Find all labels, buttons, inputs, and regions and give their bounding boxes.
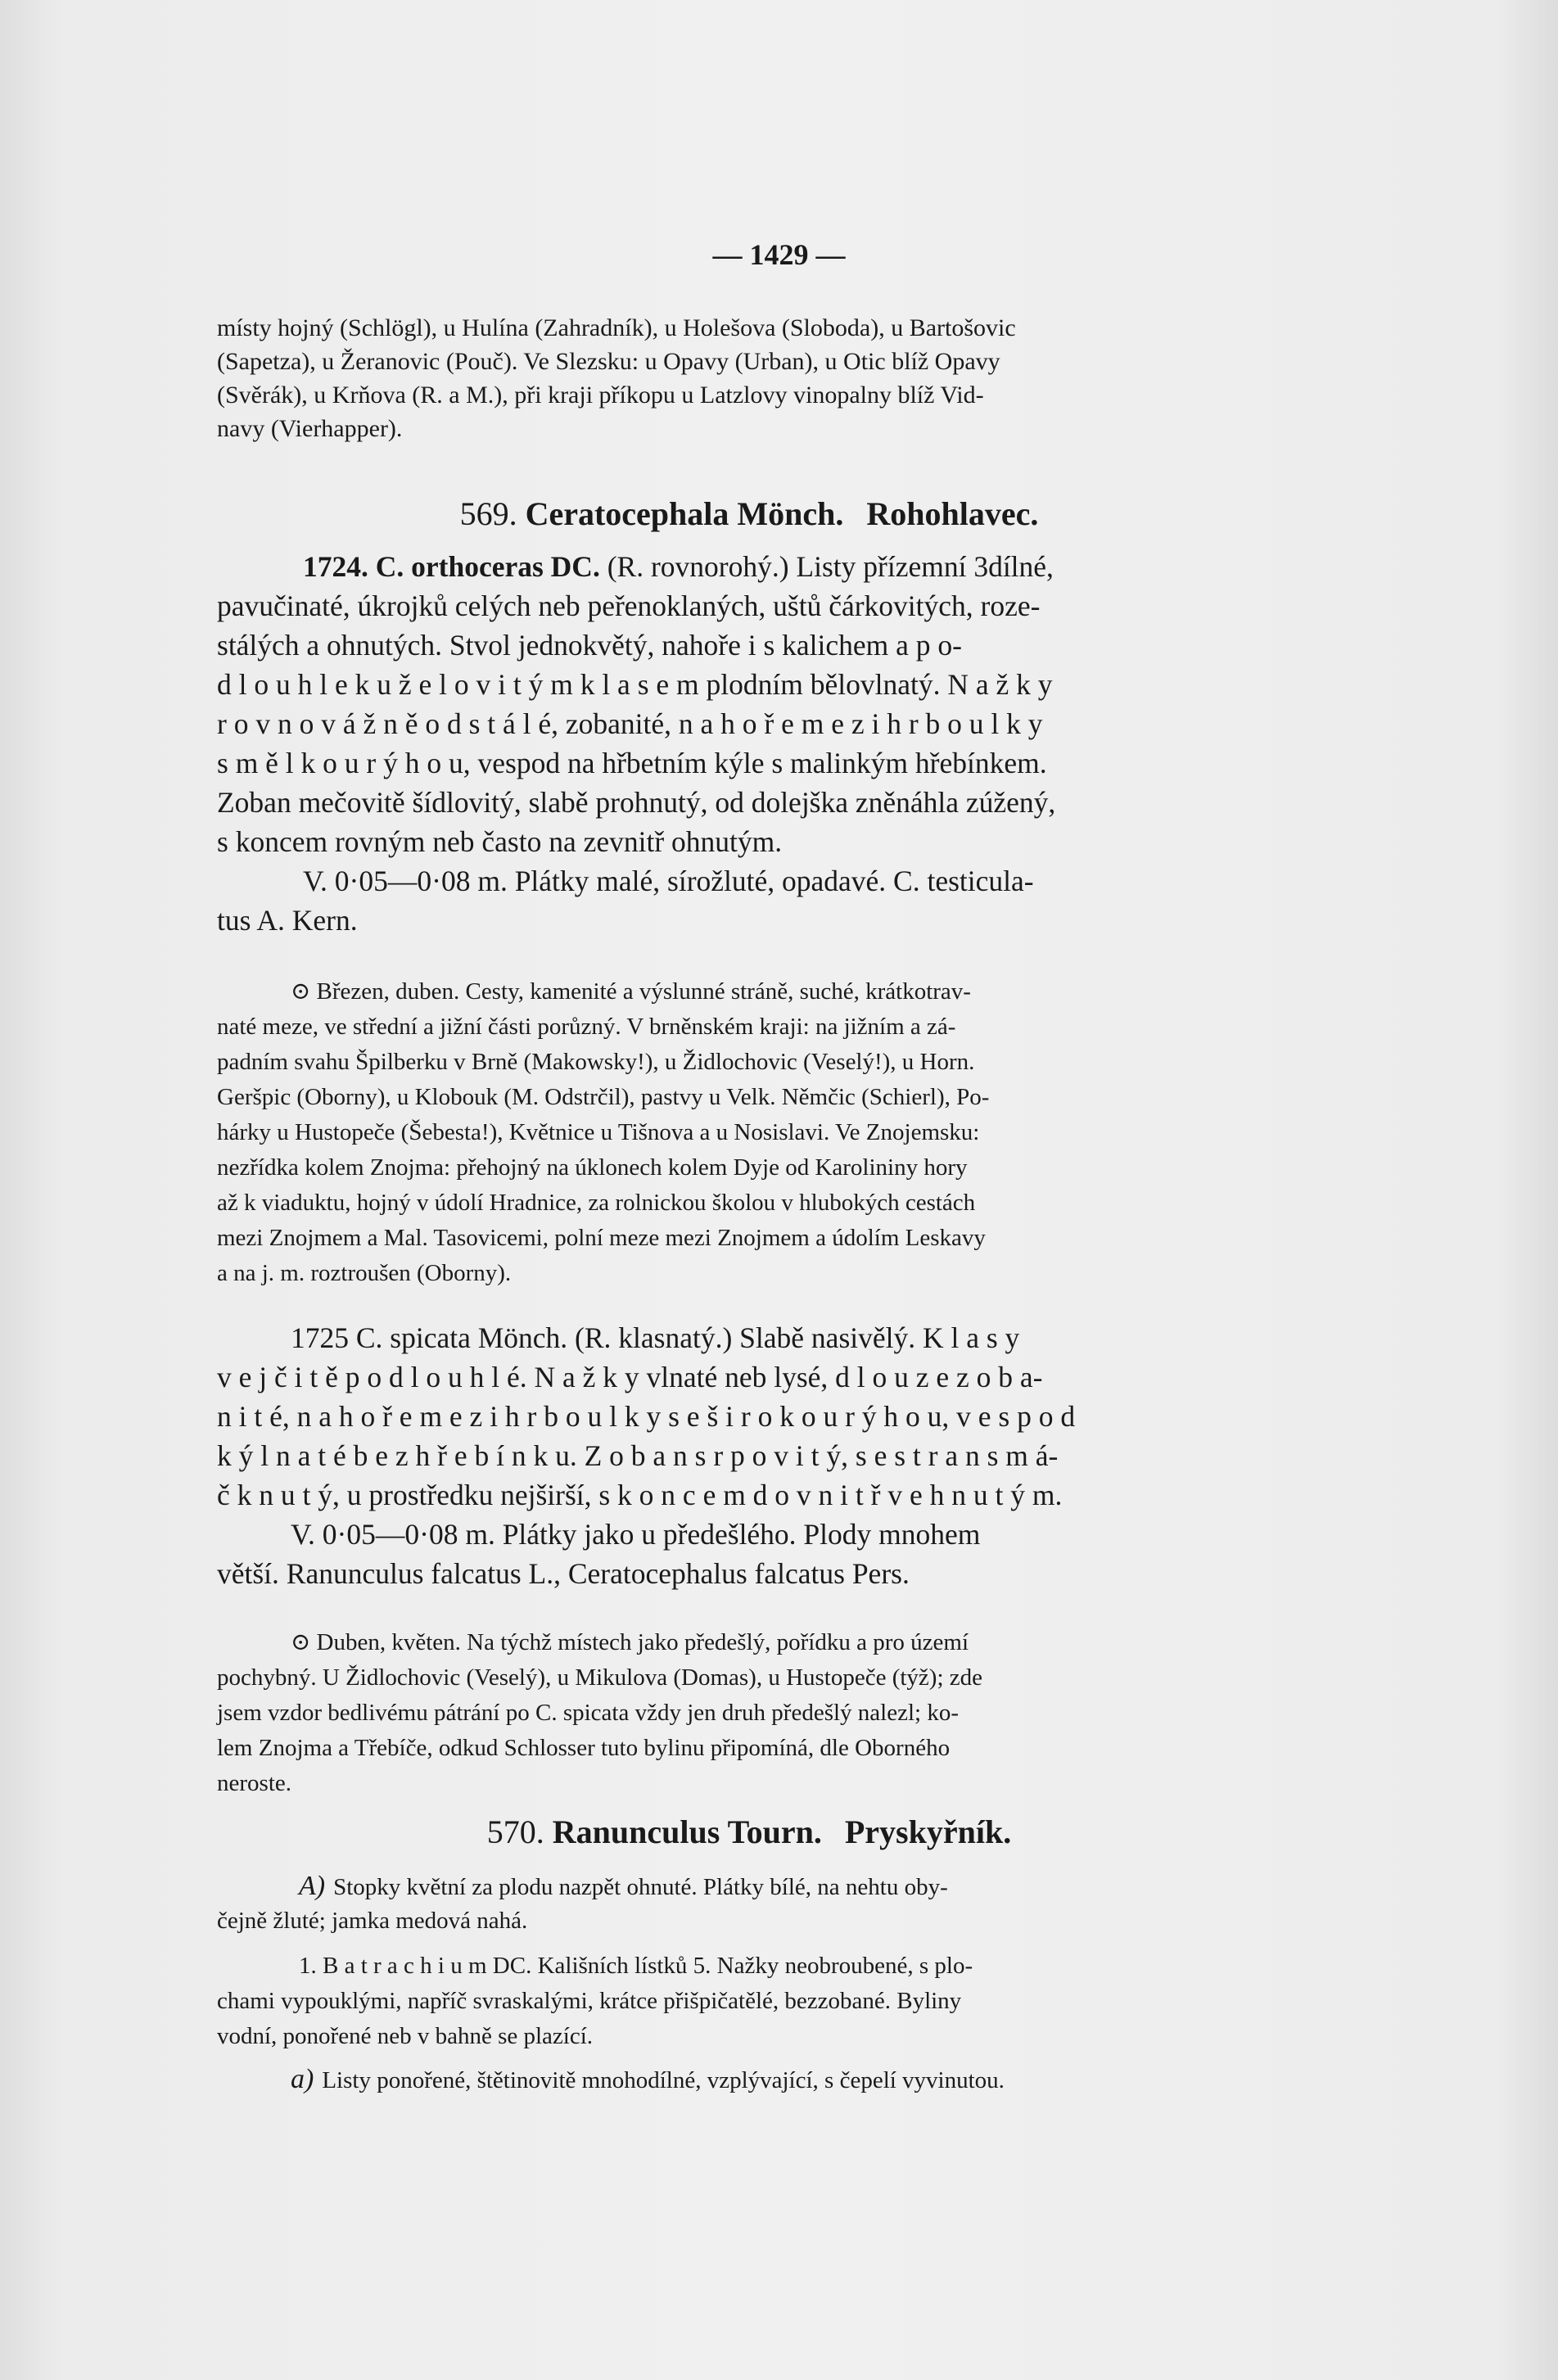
species-1724 (217, 547, 1281, 940)
note-line: naté meze, ve střední a jižní části porůzný. V brněnském kraji: na jižním a zá- (217, 1014, 956, 1040)
text-line: (Svěrák), u Krňova (R. a M.), při kraji příkopu u Latzlovy vinopalny blíž Vid- (217, 382, 984, 409)
genus-number: 569. (459, 495, 517, 532)
text-line: r o v n o v á ž n ě o d s t á l é, zobanité, n a h o ř e m e z i h r b o u l k y (217, 707, 1043, 740)
note-line: hárky u Hustopeče (Šebesta!), Květnice u Tišnova a u Nosislavi. Ve Znojemsku: (217, 1119, 980, 1145)
note-line: mezi Znojmem a Mal. Tasovicemi, polní meze mezi Znojmem a údolím Leskavy (217, 1225, 986, 1251)
text-line: k ý l n a t é b e z h ř e b í n k u. Z o b a n s r p o v i t ý, s e s t r a n s m á- (217, 1439, 1059, 1472)
text-line: n i t é, n a h o ř e m e z i h r b o u l k y s e š i r o k o u r ý h o u, v e s p o d (217, 1400, 1076, 1433)
text-line: pavučinaté, úkrojků celých neb peřenoklaných, uštů čárkovitých, roze- (217, 589, 1041, 622)
species-name: 1724. C. orthoceras DC. (303, 550, 600, 583)
note-line: jsem vzdor bedlivému pátrání po C. spicata vždy jen druh předešlý nalezl; ko- (217, 1700, 959, 1726)
genus-czech-name: Rohohlavec. (866, 495, 1039, 532)
genus-heading-570 (217, 1809, 1281, 1855)
text-line: s m ě l k o u r ý h o u, vespod na hřbetním kýle s malinkým hřebínkem. (217, 747, 1047, 779)
note-line: a na j. m. roztroušen (Oborny). (217, 1260, 512, 1286)
text-line: s koncem rovným neb často na zevnitř ohnutým. (217, 825, 783, 858)
species-1725 (217, 1318, 1281, 1593)
key-text-line: 1. B a t r a c h i u m DC. Kališních lístků 5. Nažky neobroubené, s plo- (299, 1953, 973, 1979)
note-line: pochybný. U Židlochovic (Veselý), u Mikulova (Domas), u Hustopeče (týž); zde (217, 1664, 983, 1691)
text-line: v e j č i t ě p o d l o u h l é. N a ž k y vlnaté neb lysé, d l o u z e z o b a- (217, 1361, 1043, 1393)
key-a-small-line (217, 2062, 1281, 2097)
species-1724-notes (217, 974, 1281, 1291)
species-title-line: 1725 C. spicata Mönch. (R. klasnatý.) Slabě nasivělý. K l a s y (291, 1321, 1020, 1354)
note-line: neroste. (217, 1770, 291, 1796)
key-label: A) (299, 1871, 326, 1901)
note-line: Geršpic (Oborny), u Klobouk (M. Odstrčil), pastvy u Velk. Němčic (Schierl), Po- (217, 1084, 990, 1110)
key-subsection-a (217, 2062, 1281, 2097)
note-line: ⊙ Březen, duben. Cesty, kamenité a výslunné stráně, suché, krátkotrav- (291, 978, 971, 1005)
genus-name: Ceratocephala Mönch. (525, 495, 844, 532)
note-line: nezřídka kolem Znojma: přehojný na úklonech kolem Dyje od Karolininy hory (217, 1154, 968, 1181)
text-line: V. 0·05—0·08 m. Plátky malé, sírožluté, opadavé. C. testicula- (303, 865, 1034, 897)
genus-name: Ranunculus Tourn. (552, 1813, 822, 1850)
key-label: a) (291, 2064, 314, 2094)
page-number: — 1429 — (712, 238, 846, 271)
species-description: (R. rovnorohý.) Listy přízemní 3dílné, (599, 550, 1054, 583)
text-line: stálých a ohnutých. Stvol jednokvětý, nahoře i s kalichem a p o- (217, 629, 962, 662)
genus-number: 570. (486, 1813, 544, 1850)
species-title-line (217, 547, 1281, 586)
note-line: padním svahu Špilberku v Brně (Makowsky!), u Židlochovic (Veselý!), u Horn. (217, 1049, 975, 1075)
text-line: místy hojný (Schlögl), u Hulína (Zahradník), u Holešova (Sloboda), u Bartošovic (217, 314, 1016, 341)
key-a-line (217, 1868, 1281, 1904)
note-line: ⊙ Duben, květen. Na týchž místech jako předešlý, pořídku a pro území (291, 1629, 969, 1655)
text-line: navy (Vierhapper). (217, 415, 403, 442)
text-line: větší. Ranunculus falcatus L., Ceratocephalus falcatus Pers. (217, 1557, 910, 1590)
key-text: Stopky květní za plodu nazpět ohnuté. Plátky bílé, na nehtu oby- (333, 1874, 948, 1900)
text-line: č k n u t ý, u prostředku nejširší, s k o n c e m d o v n i t ř v e h n u t ý m. (217, 1479, 1063, 1511)
key-text: Listy ponořené, štětinovitě mnohodílné, vzplývající, s čepelí vyvinutou. (322, 2067, 1005, 2093)
text-line: V. 0·05—0·08 m. Plátky jako u předešlého. Plody mnohem (291, 1518, 981, 1551)
text-line: tus A. Kern. (217, 904, 358, 937)
species-1725-notes (217, 1625, 1281, 1801)
key-text-line: čejně žluté; jamka medová nahá. (217, 1908, 528, 1934)
text-line: d l o u h l e k u ž e l o v i t ý m k l a s e m plodním bělovlnatý. N a ž k y (217, 668, 1053, 701)
key-text-line: chami vypouklými, napříč svraskalými, krátce přišpičatělé, bezzobané. Byliny (217, 1988, 962, 2014)
note-line: lem Znojma a Třebíče, odkud Schlosser tuto bylinu připomíná, dle Oborného (217, 1735, 951, 1761)
genus-heading-569 (217, 491, 1281, 537)
continuation-paragraph (217, 311, 1281, 445)
text-line: (Sapetza), u Žeranovic (Pouč). Ve Slezsku: u Opavy (Urban), u Otic blíž Opavy (217, 348, 1000, 375)
genus-key (217, 1868, 1281, 1939)
text-line: Zoban mečovitě šídlovitý, slabě prohnutý, od dolejška zněnáhla zúžený, (217, 786, 1056, 819)
subgenus-batrachium (217, 1949, 1281, 2054)
note-line: až k viaduktu, hojný v údolí Hradnice, za rolnickou školou v hlubokých cestách (217, 1190, 976, 1216)
genus-czech-name: Pryskyřník. (844, 1813, 1012, 1850)
key-text-line: vodní, ponořené neb v bahně se plazící. (217, 2023, 594, 2049)
